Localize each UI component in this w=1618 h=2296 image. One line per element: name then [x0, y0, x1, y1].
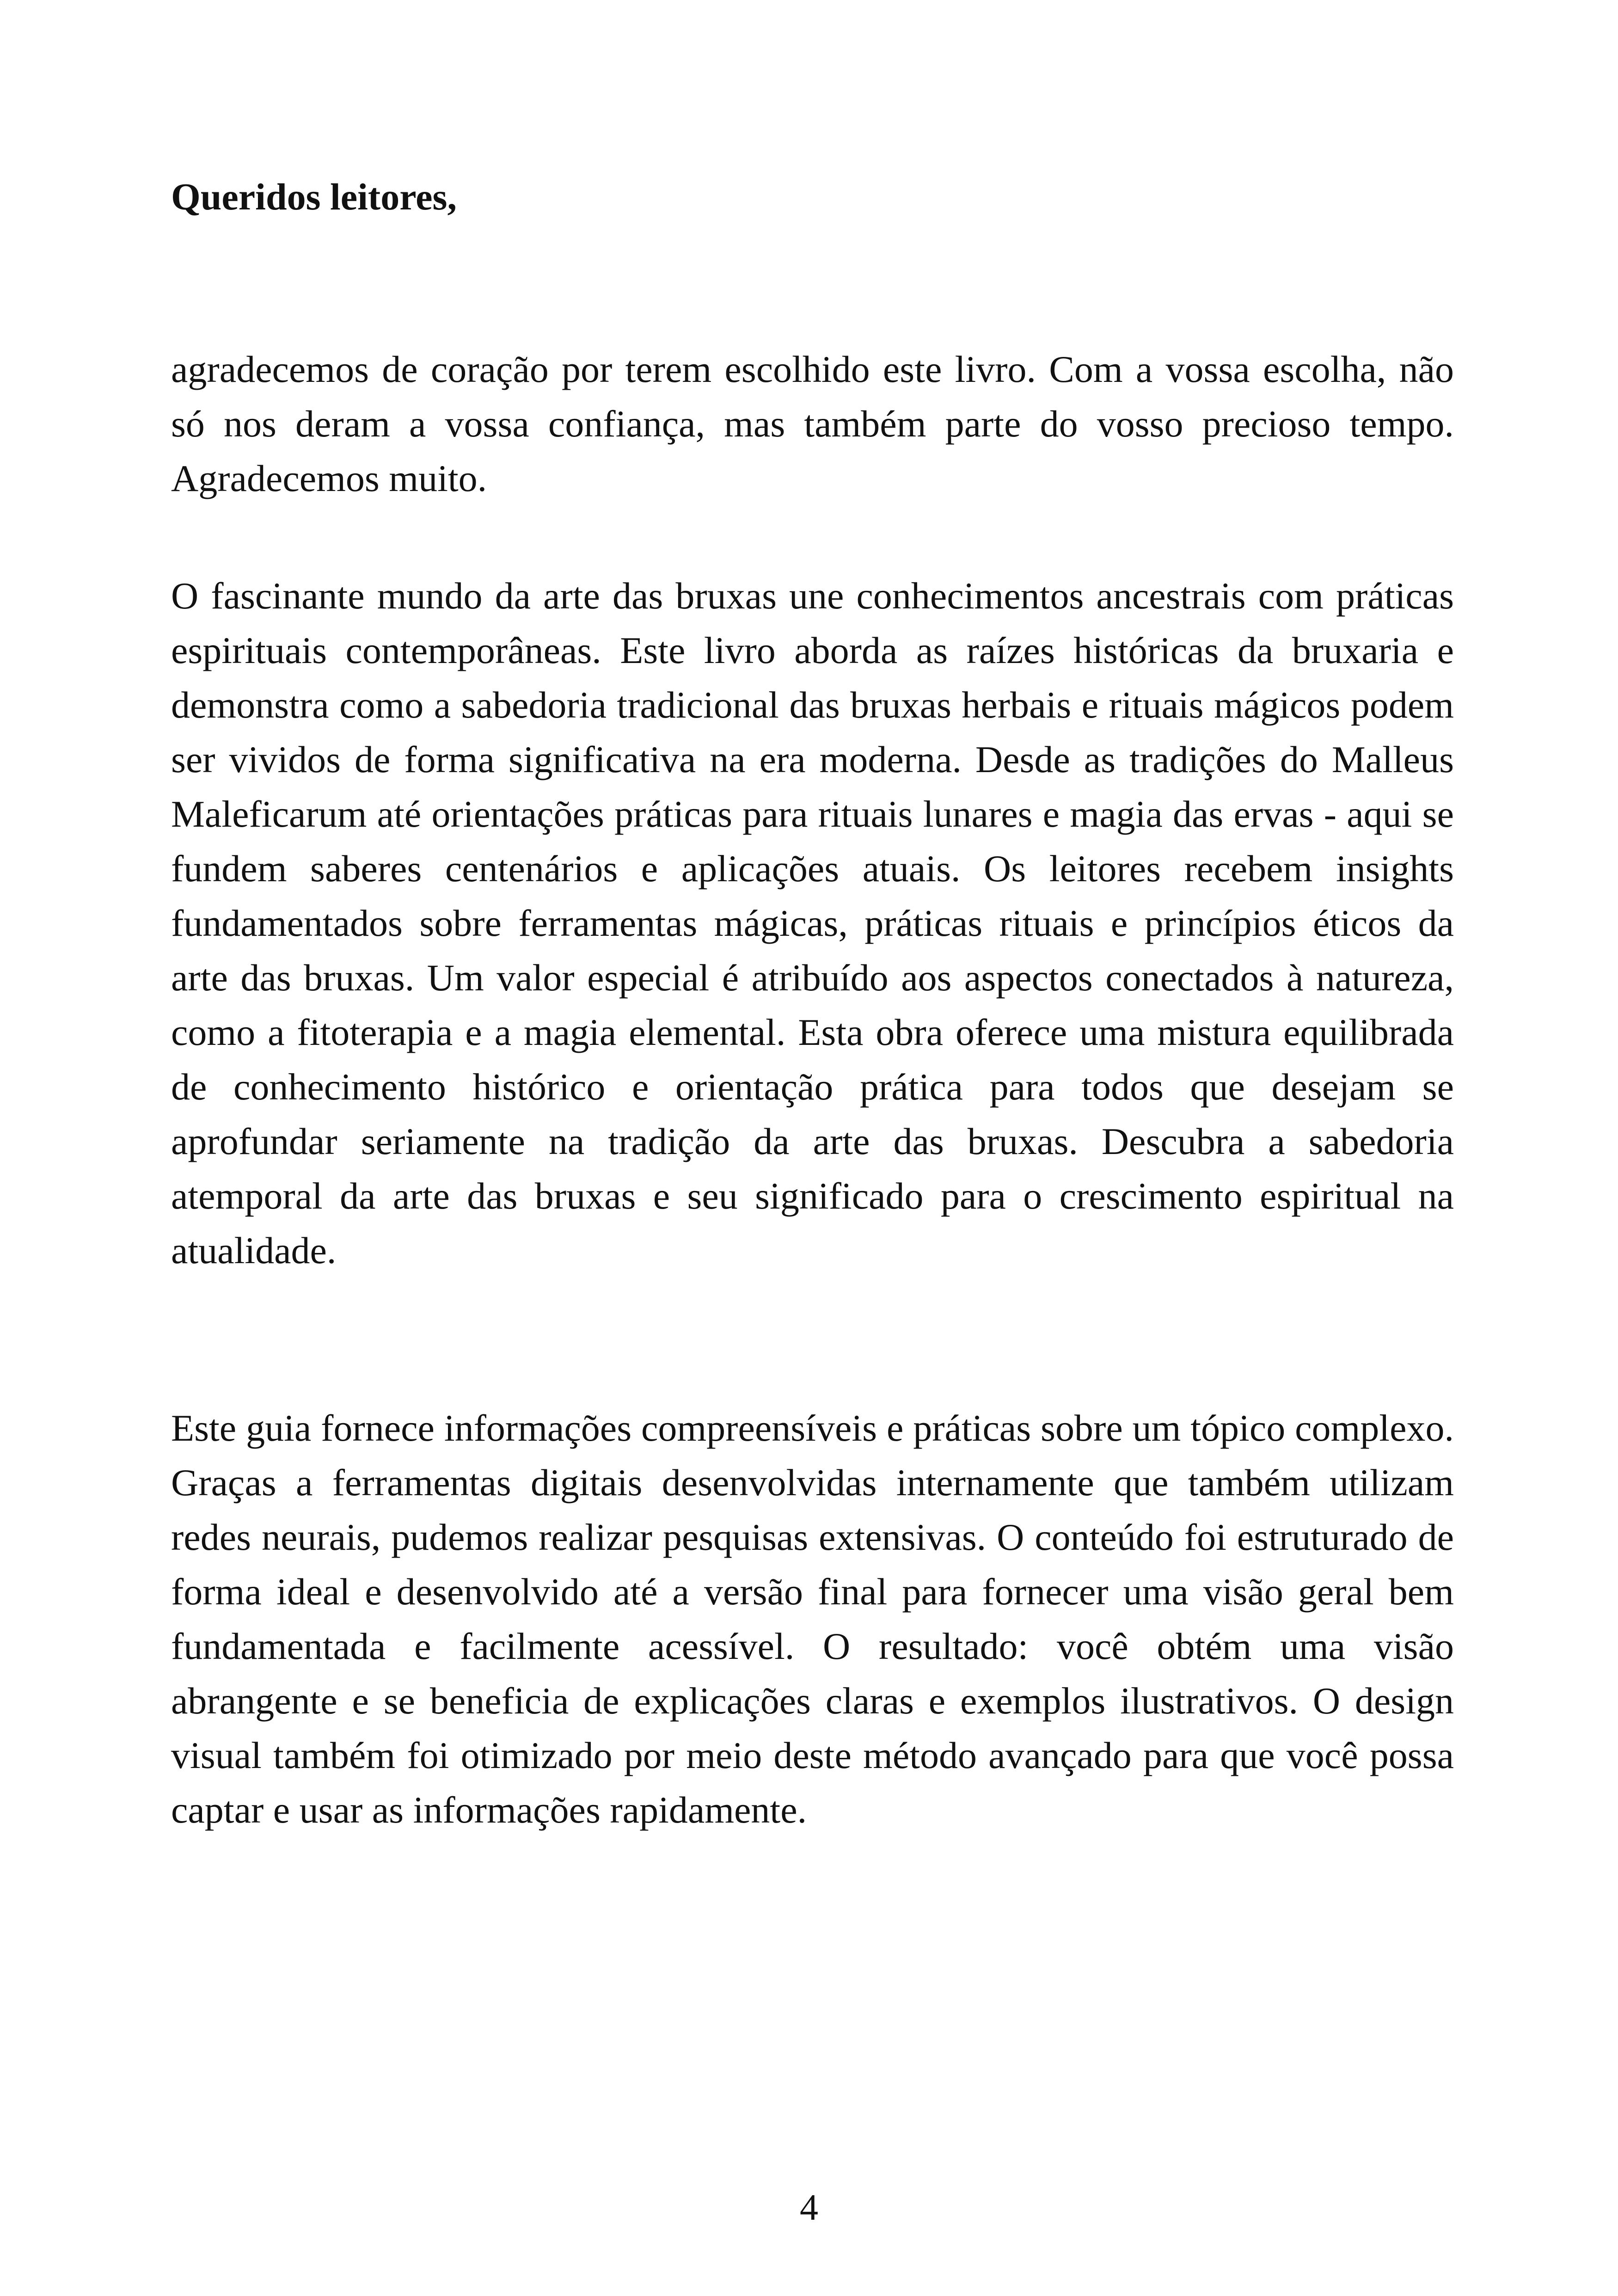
- page-number: 4: [800, 2187, 818, 2228]
- paragraph-guide-info: Este guia fornece informações compreensíveis e práticas sobre um tópico complexo. Graças a ferramentas digitais desenvolvidas internamente que também utilizam redes neurais, pudemos realizar pesquisas extensivas. O conteúdo foi estruturado de forma ideal e desenvolvido até a versão final para fornecer uma visão geral bem fundamentada e facilmente acessível. O resultado: você obtém uma visão abrangente e se beneficia de explicações claras e exemplos ilustrativos. O design visual também foi otimizado por meio deste método avançado para que você possa captar e usar as informações rapidamente.: [171, 1407, 1454, 1831]
- greeting-heading: Queridos leitores,: [171, 176, 457, 218]
- paragraph-book-description: O fascinante mundo da arte das bruxas une conhecimentos ancestrais com práticas espirituais contemporâneas. Este livro aborda as raízes históricas da bruxaria e demonstra como a sabedoria tradicional das bruxas herbais e rituais mágicos podem ser vividos de forma significativa na era moderna. Desde as tradições do Malleus Maleficarum até orientações práticas para rituais lunares e magia das ervas - aqui se fundem saberes centenários e aplicações atuais. Os leitores recebem insights fundamentados sobre ferramentas mágicas, práticas rituais e princípios éticos da arte das bruxas. Um valor especial é atribuído aos aspectos conectados à natureza, como a fitoterapia e a magia elemental. Esta obra oferece uma mistura equilibrada de conhecimento histórico e orientação prática para todos que desejam se aprofundar seriamente na tradição da arte das bruxas. Descubra a sabedoria atemporal da arte das bruxas e seu significado para o crescimento espiritual na atualidade.: [171, 575, 1454, 1271]
- paragraph-thanks: agradecemos de coração por terem escolhido este livro. Com a vossa escolha, não só nos deram a vossa confiança, mas também parte do vosso precioso tempo. Agradecemos muito.: [171, 348, 1454, 499]
